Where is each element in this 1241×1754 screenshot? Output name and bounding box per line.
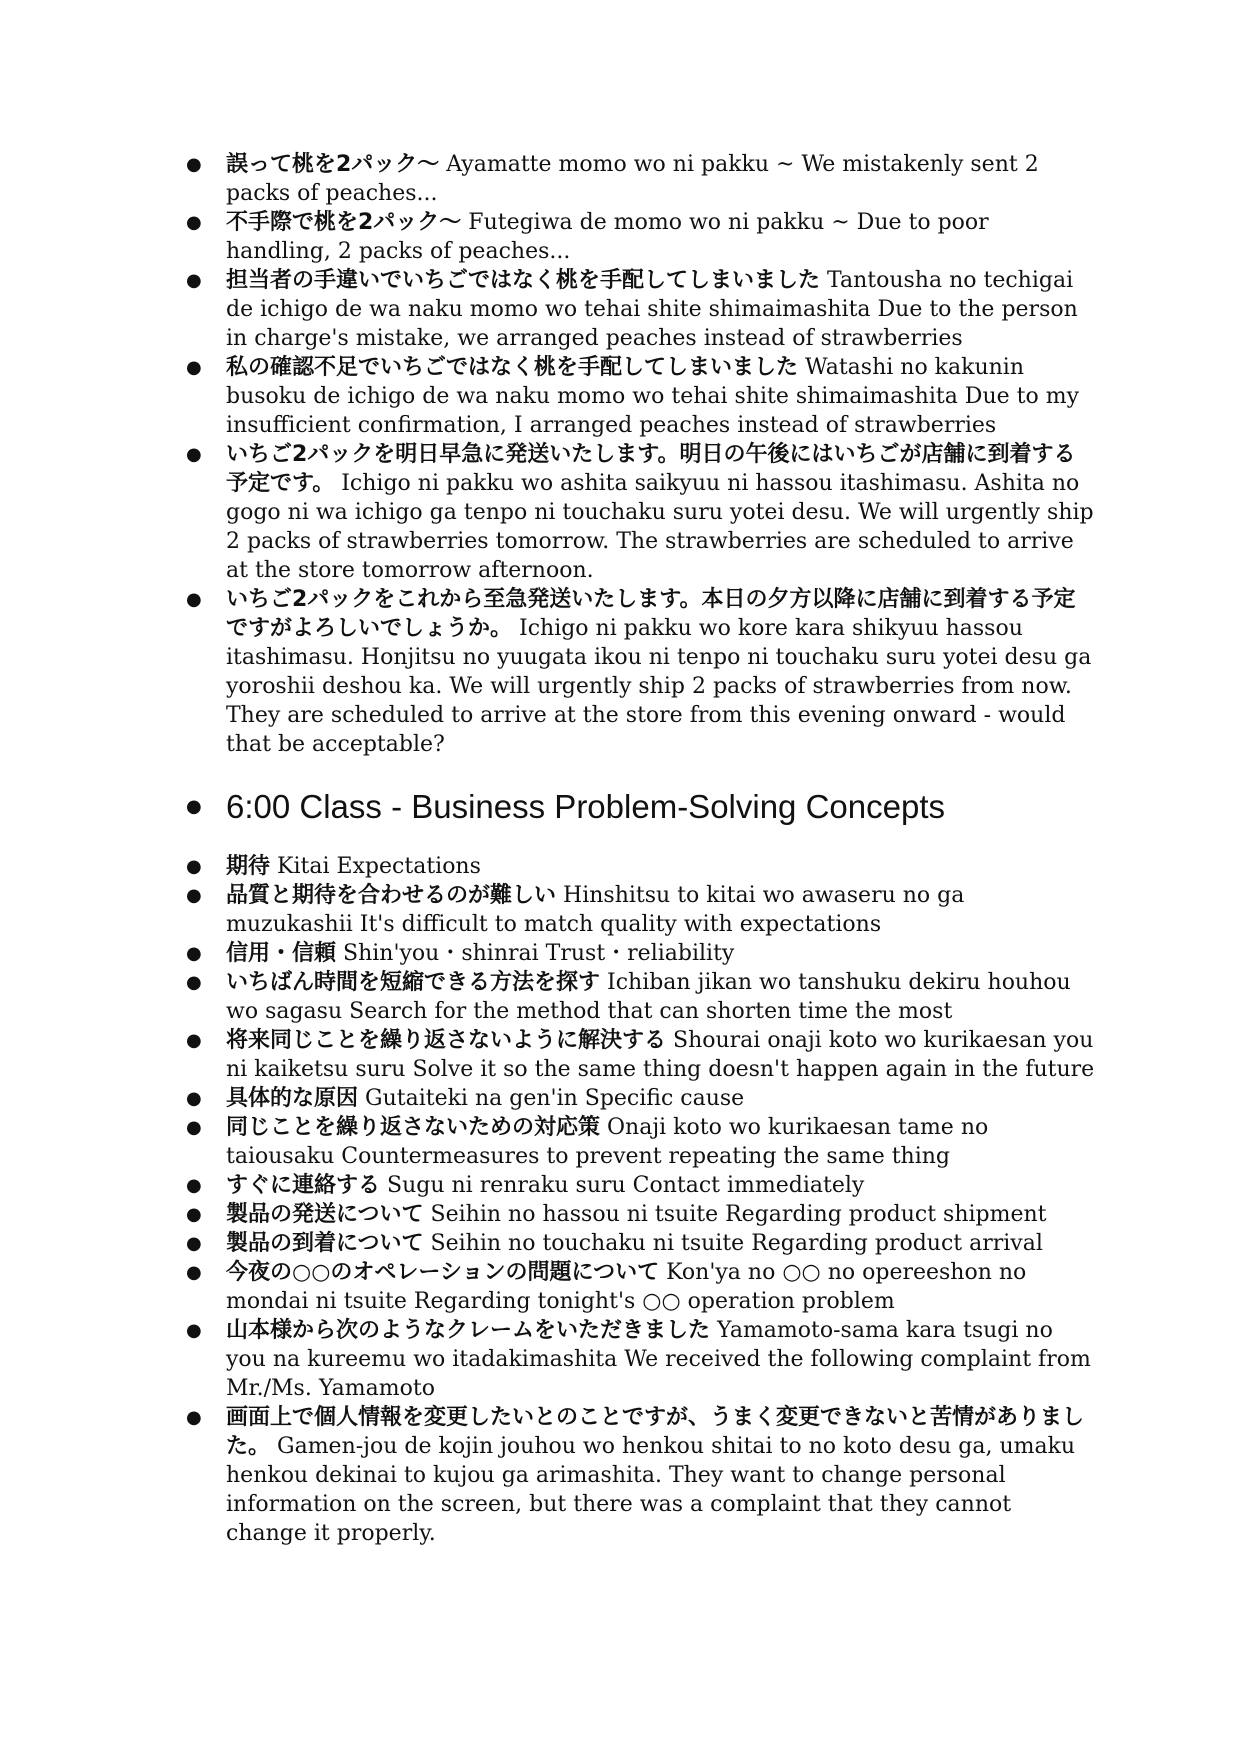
bullet-icon: ●	[186, 1233, 202, 1254]
phrase-list-apology	[186, 150, 1096, 759]
list-item	[186, 266, 1096, 353]
bullet-icon: ●	[186, 1030, 202, 1051]
list-item	[186, 1316, 1096, 1403]
romaji-translation: Shourai onaji koto wo kurikaesan you ni kaiketsu suru Solve it so the same thing doesn't happen again in the future	[226, 1028, 1095, 1082]
bullet-icon: ●	[186, 1204, 202, 1225]
romaji-translation: Ichiban jikan wo tanshuku dekiru houhou wo sagasu Search for the method that can shorten time the most	[226, 970, 1071, 1024]
japanese-phrase: いちご2パックを明日早急に発送いたします。明日の午後にはいちごが店舗に到着する予定です。	[226, 442, 1076, 496]
list-item	[186, 852, 1096, 881]
japanese-phrase: 誤って桃を2パック〜	[226, 152, 440, 177]
japanese-phrase: 同じことを繰り返さないための対応策	[226, 1115, 601, 1140]
bullet-icon: ●	[186, 589, 202, 610]
romaji-translation: Gamen-jou de kojin jouhou wo henkou shitai to no koto desu ga, umaku henkou dekinai to kujou ga arimashita. They want to change personal information on the screen, but there was a complaint that they cannot change it properly.	[226, 1434, 1076, 1546]
bullet-icon: ●	[186, 1175, 202, 1196]
bullet-icon: ●	[186, 1262, 202, 1283]
romaji-translation: Kitai Expectations	[270, 854, 481, 879]
list-item	[186, 881, 1096, 939]
romaji-translation: Seihin no touchaku ni tsuite Regarding product arrival	[423, 1231, 1043, 1256]
bullet-icon: ●	[186, 943, 202, 964]
japanese-phrase: 信用・信頼	[226, 941, 337, 966]
japanese-phrase: すぐに連絡する	[226, 1173, 381, 1198]
bullet-icon: ●	[186, 154, 202, 175]
romaji-translation: Yamamoto-sama kara tsugi no you na kureemu wo itadakimashita We received the following complaint from Mr./Ms. Yamamoto	[226, 1318, 1091, 1401]
romaji-translation: Hinshitsu to kitai wo awaseru no ga muzukashii It's difficult to match quality with expectations	[226, 883, 965, 937]
romaji-translation: Gutaiteki na gen'in Specific cause	[358, 1086, 745, 1111]
japanese-phrase: 私の確認不足でいちごではなく桃を手配してしまいました	[226, 355, 799, 380]
list-item	[186, 353, 1096, 440]
romaji-translation: Watashi no kakunin busoku de ichigo de wa naku momo wo tehai shite shimaimashita Due to my insufficient confirmation, I arranged peaches instead of strawberries	[226, 355, 1079, 438]
romaji-translation: Futegiwa de momo wo ni pakku ~ Due to poor handling, 2 packs of peaches...	[226, 210, 989, 264]
romaji-translation: Ichigo ni pakku wo ashita saikyuu ni hassou itashimasu. Ashita no gogo ni wa ichigo ga tenpo ni touchaku suru yotei desu. We will urgently ship 2 packs of strawberries tomorrow. The strawberries are scheduled to arrive at the store tomorrow afternoon.	[226, 471, 1094, 583]
romaji-translation: Sugu ni renraku suru Contact immediately	[380, 1173, 865, 1198]
list-item	[186, 1026, 1096, 1084]
japanese-phrase: 製品の到着について	[226, 1231, 424, 1256]
bullet-icon: ●	[186, 270, 202, 291]
list-item	[186, 1200, 1096, 1229]
bullet-icon: ●	[186, 796, 202, 817]
list-item	[186, 1403, 1096, 1548]
japanese-phrase: 山本様から次のようなクレームをいただきました	[226, 1318, 711, 1343]
bullet-icon: ●	[186, 444, 202, 465]
list-item	[186, 208, 1096, 266]
romaji-translation: Onaji koto wo kurikaesan tame no taiousaku Countermeasures to prevent repeating the same thing	[226, 1115, 989, 1169]
japanese-phrase: 期待	[226, 854, 271, 879]
list-item	[186, 585, 1096, 759]
list-item	[186, 1229, 1096, 1258]
romaji-translation: Kon'ya no ○○ no opereeshon no mondai ni tsuite Regarding tonight's ○○ operation problem	[226, 1260, 1027, 1314]
bullet-icon: ●	[186, 1407, 202, 1428]
section-heading	[186, 787, 1136, 827]
list-item	[186, 150, 1096, 208]
japanese-phrase: いちばん時間を短縮できる方法を探す	[226, 970, 601, 995]
japanese-phrase: 製品の発送について	[226, 1202, 424, 1227]
bullet-icon: ●	[186, 1088, 202, 1109]
japanese-phrase: いちご2パックをこれから至急発送いたします。本日の夕方以降に店舗に到着する予定ですがよろしいでしょうか。	[226, 587, 1076, 641]
japanese-phrase: 不手際で桃を2パック〜	[226, 210, 462, 235]
bullet-icon: ●	[186, 856, 202, 877]
bullet-icon: ●	[186, 212, 202, 233]
list-item	[186, 1113, 1096, 1171]
romaji-translation: Seihin no hassou ni tsuite Regarding product shipment	[423, 1202, 1047, 1227]
section-heading-text: 6:00 Class - Business Problem-Solving Concepts	[226, 788, 945, 825]
japanese-phrase: 画面上で個人情報を変更したいとのことですが、うまく変更できないと苦情がありました。	[226, 1405, 1085, 1459]
list-item	[186, 1084, 1096, 1113]
romaji-translation: Tantousha no techigai de ichigo de wa naku momo wo tehai shite shimaimashita Due to the person in charge's mistake, we arranged peaches instead of strawberries	[226, 268, 1078, 351]
japanese-phrase: 将来同じことを繰り返さないように解決する	[226, 1028, 667, 1053]
japanese-phrase: 品質と期待を合わせるのが難しい	[226, 883, 557, 908]
list-item	[186, 1171, 1096, 1200]
romaji-translation: Ichigo ni pakku wo kore kara shikyuu hassou itashimasu. Honjitsu no yuugata ikou ni tenpo ni touchaku suru yotei desu ga yoroshii deshou ka. We will urgently ship 2 packs of strawberries from now. They are scheduled to arrive at the store from this evening onward - would that be acceptable?	[226, 616, 1092, 757]
bullet-icon: ●	[186, 1117, 202, 1138]
phrase-list-problem-solving	[186, 852, 1096, 1548]
bullet-icon: ●	[186, 972, 202, 993]
list-item	[186, 968, 1096, 1026]
list-item	[186, 1258, 1096, 1316]
japanese-phrase: 具体的な原因	[226, 1086, 359, 1111]
romaji-translation: Ayamatte momo wo ni pakku ~ We mistakenly sent 2 packs of peaches...	[226, 152, 1039, 206]
japanese-phrase: 担当者の手違いでいちごではなく桃を手配してしまいました	[226, 268, 821, 293]
bullet-icon: ●	[186, 1320, 202, 1341]
list-item	[186, 440, 1096, 585]
list-item	[186, 939, 1096, 968]
bullet-icon: ●	[186, 885, 202, 906]
bullet-icon: ●	[186, 357, 202, 378]
romaji-translation: Shin'you・shinrai Trust・reliability	[336, 941, 735, 966]
japanese-phrase: 今夜の○○のオペレーションの問題について	[226, 1260, 660, 1285]
